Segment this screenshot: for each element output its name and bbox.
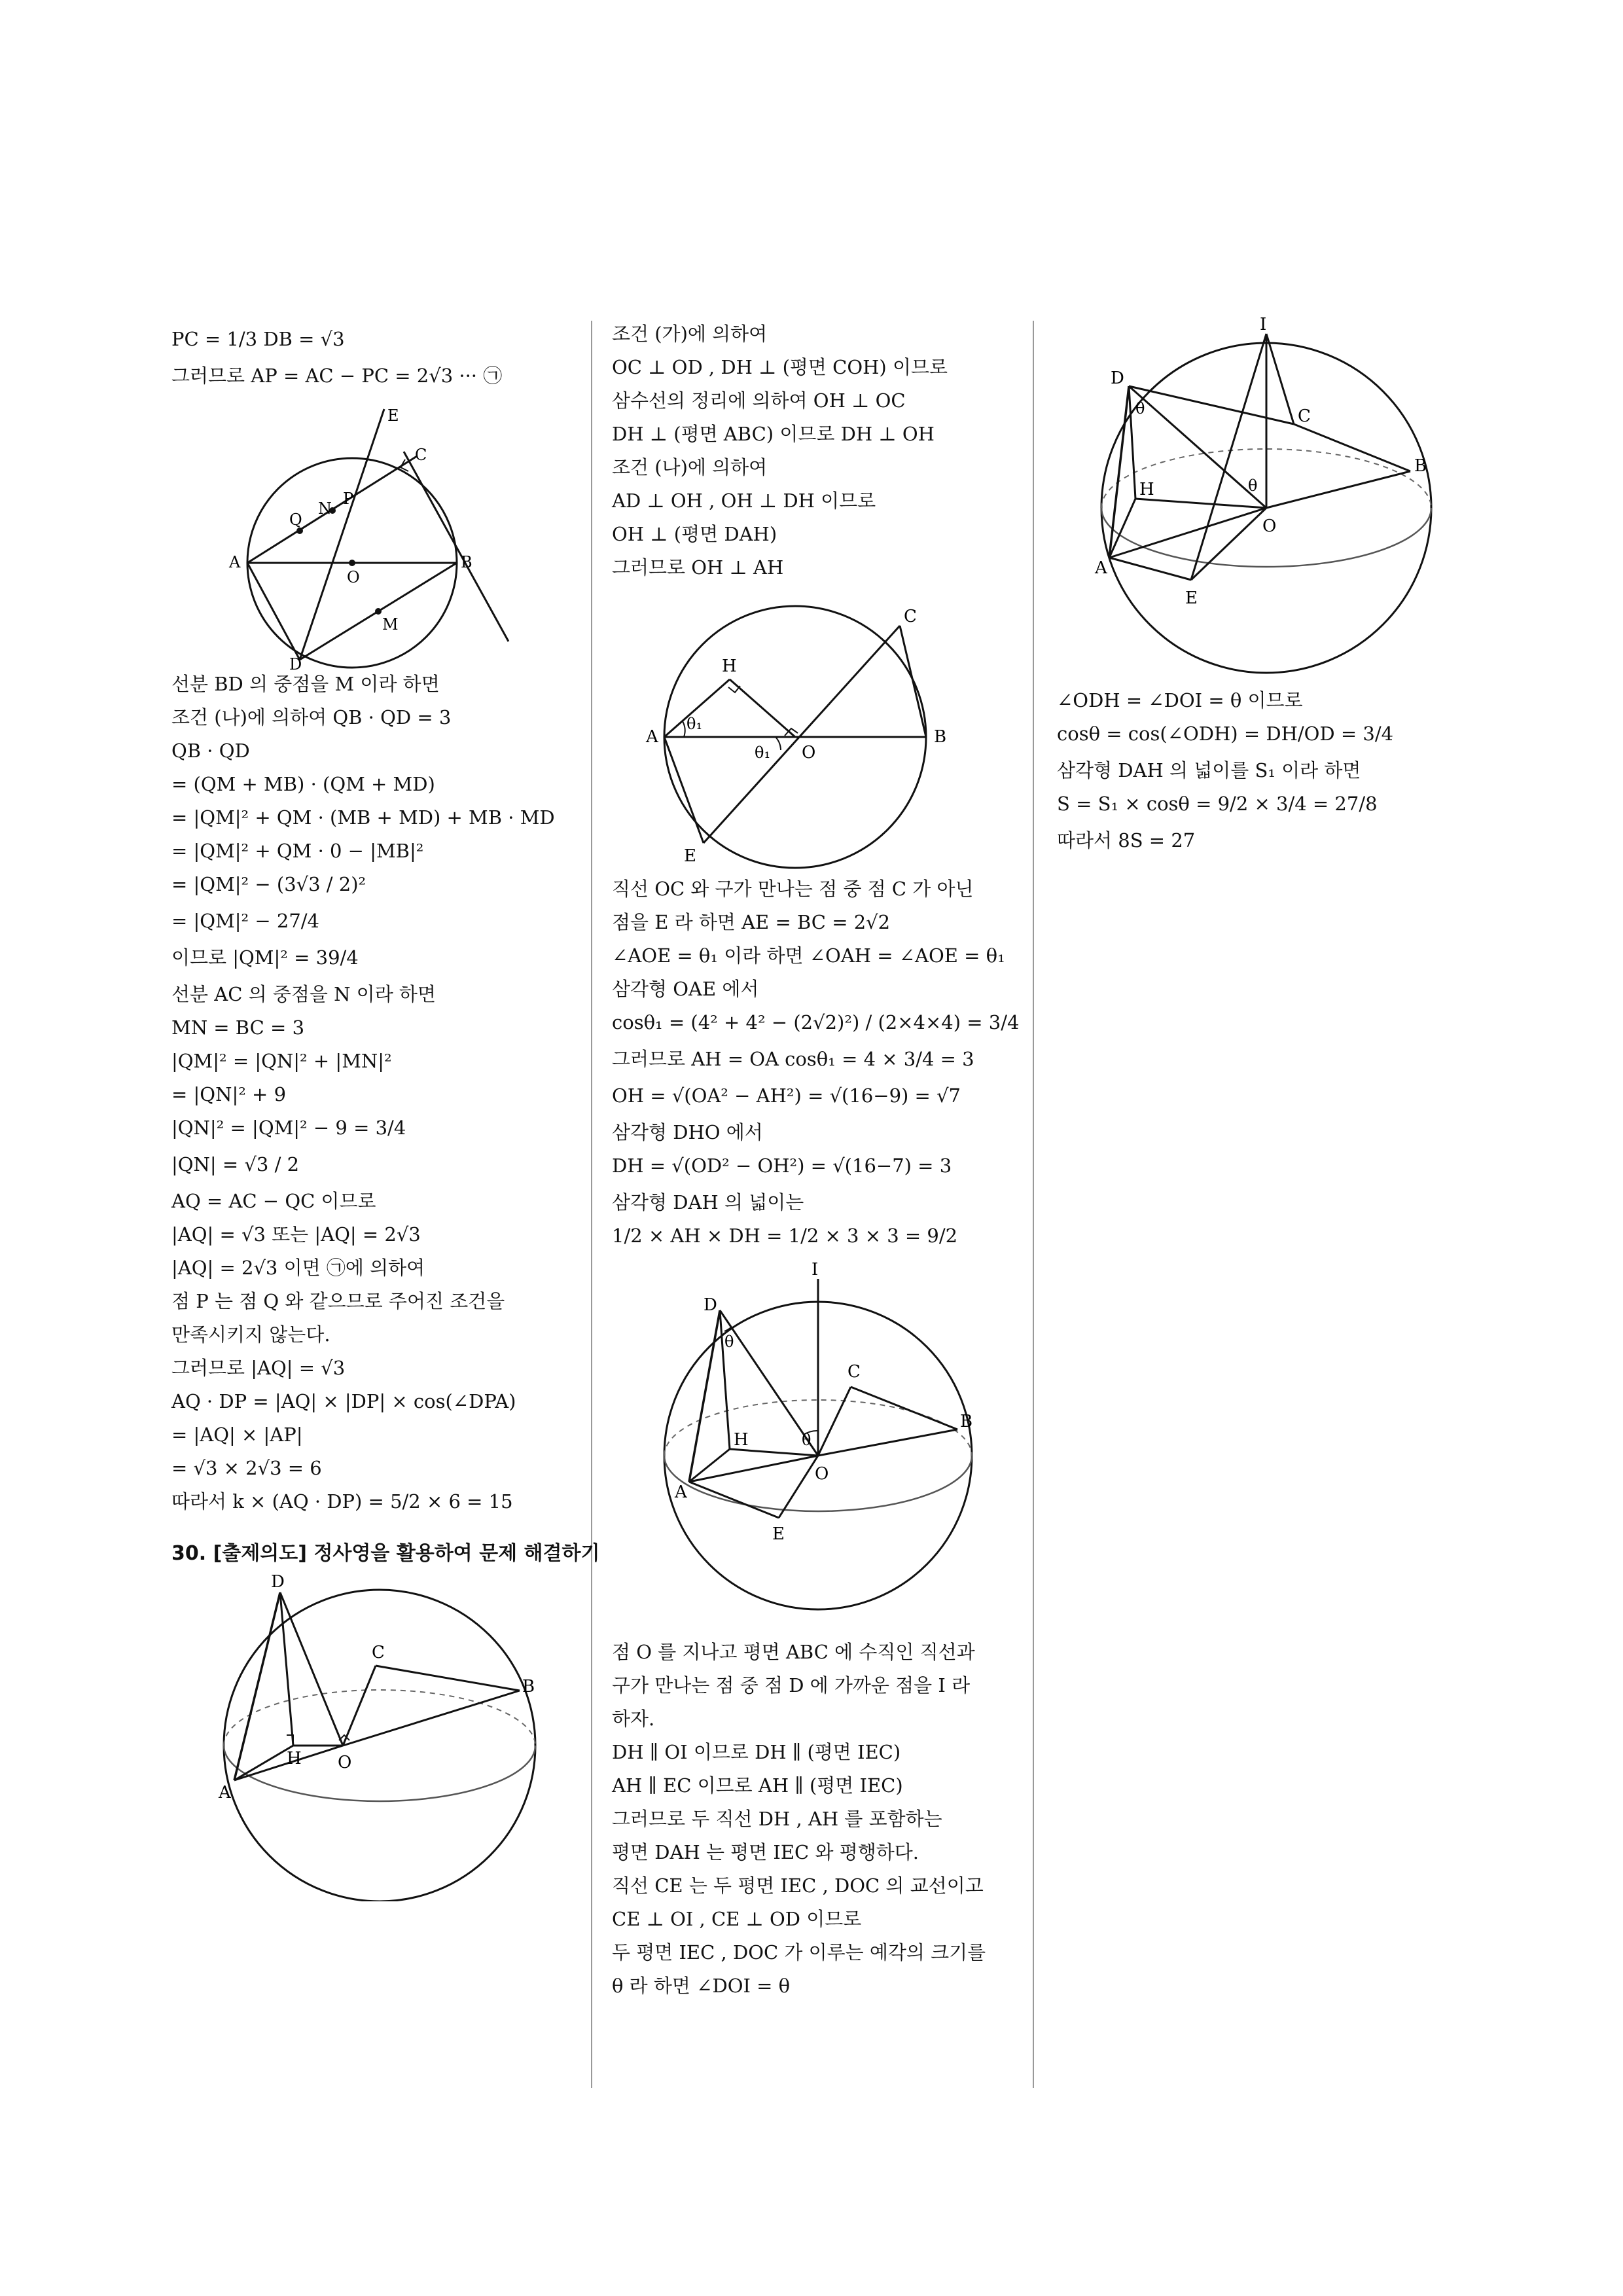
text-line: CE ⊥ OI , CE ⊥ OD 이므로 — [612, 1908, 862, 1930]
point-label: I — [1260, 315, 1267, 334]
section-heading: 30. [출제의도] 정사영을 활용하여 문제 해결하기 — [171, 1542, 600, 1565]
text-line: = |QM|² + QM · (MB + MD) + MB · MD — [171, 806, 555, 829]
text-line: 선분 BD 의 중점을 M 이라 하면 — [171, 673, 440, 695]
text-line: DH ∥ OI 이므로 DH ∥ (평면 IEC) — [612, 1741, 901, 1763]
point-label: H — [1139, 480, 1154, 499]
text-line: |QM|² = |QN|² + |MN|² — [171, 1050, 392, 1072]
point-label: B — [960, 1412, 973, 1431]
text-line: ∠AOE = θ₁ 이라 하면 ∠OAH = ∠AOE = θ₁ — [612, 944, 1005, 967]
text-line: cosθ = cos(∠ODH) = DH/OD = 3/4 — [1057, 723, 1394, 745]
point-label: O — [815, 1464, 829, 1484]
text-line: |AQ| = 2√3 이면 ㉠에 의하여 — [171, 1257, 425, 1279]
point-label: A — [229, 553, 241, 571]
sphere-figure-1 — [171, 1574, 564, 1901]
angle-label: θ₁ — [687, 715, 703, 733]
point-label: H — [722, 656, 737, 676]
text-line: 삼각형 DHO 에서 — [612, 1121, 763, 1143]
text-line: PC = 1/3 DB = √3 — [171, 328, 345, 350]
text-line: = |QN|² + 9 — [171, 1083, 287, 1105]
point-label: E — [684, 846, 696, 866]
text-line: 하자. — [612, 1708, 655, 1730]
point-label: C — [904, 607, 917, 626]
point-label: O — [338, 1753, 352, 1772]
angle-label: θ — [1135, 399, 1145, 418]
text-line: OC ⊥ OD , DH ⊥ (평면 COH) 이므로 — [612, 356, 948, 378]
text-line: 평면 DAH 는 평면 IEC 와 평행하다. — [612, 1841, 919, 1863]
text-line: QB · QD — [171, 740, 250, 762]
text-line: 직선 CE 는 두 평면 IEC , DOC 의 교선이고 — [612, 1874, 984, 1897]
text-line: AQ = AC − QC 이므로 — [171, 1190, 376, 1212]
text-line: S = S₁ × cosθ = 9/2 × 3/4 = 27/8 — [1057, 793, 1378, 815]
solution-column-3 — [1057, 314, 1463, 861]
text-line: 삼수선의 정리에 의하여 OH ⊥ OC — [612, 389, 906, 412]
point-label: C — [1298, 406, 1311, 426]
text-line: |QN|² = |QM|² − 9 = 3/4 — [171, 1117, 406, 1139]
text-line: 조건 (나)에 의하여 QB · QD = 3 — [171, 706, 452, 728]
point-label: D — [289, 655, 302, 671]
point-label: Q — [289, 511, 302, 529]
text-line: 만족시키지 않는다. — [171, 1323, 330, 1346]
column-divider-right — [1033, 321, 1034, 2088]
text-line: 그러므로 AP = AC − PC = 2√3 ··· ㉠ — [171, 365, 503, 387]
circle-figure-1 — [171, 396, 538, 671]
text-line: cosθ₁ = (4² + 4² − (2√2)²) / (2×4×4) = 3/4 — [612, 1011, 1020, 1033]
angle-label: θ₁ — [755, 744, 771, 762]
text-line: MN = BC = 3 — [171, 1016, 305, 1039]
text-line: AQ · DP = |AQ| × |DP| × cos(∠DPA) — [171, 1390, 516, 1412]
text-line: |QN| = √3 / 2 — [171, 1153, 300, 1175]
solution-column-2 — [612, 321, 1018, 2006]
point-label: B — [934, 727, 947, 747]
text-line: 그러므로 OH ⊥ AH — [612, 556, 784, 579]
angle-label: θ — [802, 1431, 812, 1449]
text-line: 삼각형 DAH 의 넓이는 — [612, 1191, 804, 1213]
point-label: P — [343, 490, 354, 508]
text-line: 그러므로 |AQ| = √3 — [171, 1357, 346, 1379]
text-line: θ 라 하면 ∠DOI = θ — [612, 1975, 791, 1997]
angle-label: θ — [724, 1333, 734, 1351]
text-line: 조건 (나)에 의하여 — [612, 456, 768, 478]
text-line: = |QM|² − (3√3 / 2)² — [171, 873, 366, 895]
text-line: |AQ| = √3 또는 |AQ| = 2√3 — [171, 1223, 421, 1246]
circle-figure-2 — [612, 588, 978, 876]
solution-column-1 — [171, 321, 600, 1901]
point-label: O — [802, 743, 816, 762]
text-line: 이므로 |QM|² = 39/4 — [171, 946, 359, 969]
text-line: 삼각형 DAH 의 넓이를 S₁ 이라 하면 — [1057, 759, 1361, 781]
point-label: E — [387, 406, 399, 425]
point-label: H — [287, 1749, 302, 1768]
text-line: = |QM|² − 27/4 — [171, 910, 320, 932]
text-line: 조건 (가)에 의하여 — [612, 323, 768, 345]
point-label: C — [372, 1643, 385, 1662]
text-line: ∠ODH = ∠DOI = θ 이므로 — [1057, 689, 1303, 711]
text-line: 삼각형 OAE 에서 — [612, 978, 759, 1000]
point-label: A — [646, 727, 658, 747]
text-line: 따라서 8S = 27 — [1057, 829, 1196, 852]
text-line: 1/2 × AH × DH = 1/2 × 3 × 3 = 9/2 — [612, 1225, 958, 1247]
point-label: M — [382, 615, 399, 634]
point-label: D — [1111, 368, 1124, 388]
text-line: OH = √(OA² − AH²) = √(16−9) = √7 — [612, 1085, 961, 1107]
point-label: O — [347, 568, 360, 586]
point-label: O — [1262, 516, 1277, 536]
text-line: 점을 E 라 하면 AE = BC = 2√2 — [612, 911, 891, 933]
point-label: B — [461, 553, 473, 571]
text-line: DH = √(OD² − OH²) = √(16−7) = 3 — [612, 1155, 952, 1177]
point-label: A — [675, 1482, 687, 1502]
text-line: 직선 OC 와 구가 만나는 점 중 점 C 가 아닌 — [612, 878, 974, 900]
text-line: = (QM + MB) · (QM + MD) — [171, 773, 435, 795]
text-line: = √3 × 2√3 = 6 — [171, 1457, 322, 1479]
text-line: 점 P 는 점 Q 와 같으므로 주어진 조건을 — [171, 1290, 505, 1312]
text-line: 구가 만나는 점 중 점 D 에 가까운 점을 I 라 — [612, 1674, 971, 1696]
text-line: DH ⊥ (평면 ABC) 이므로 DH ⊥ OH — [612, 423, 935, 445]
text-line: 선분 AC 의 중점을 N 이라 하면 — [171, 983, 436, 1005]
point-label: B — [522, 1677, 535, 1696]
text-line: AH ∥ EC 이므로 AH ∥ (평면 IEC) — [612, 1774, 903, 1797]
point-label: C — [847, 1362, 861, 1382]
point-label: D — [271, 1574, 285, 1592]
text-line: = |AQ| × |AP| — [171, 1424, 303, 1446]
point-label: E — [772, 1524, 785, 1544]
point-label: N — [318, 499, 332, 518]
point-label: C — [415, 446, 427, 464]
point-label: D — [704, 1295, 717, 1315]
text-line: AD ⊥ OH , OH ⊥ DH 이므로 — [612, 490, 876, 512]
text-line: OH ⊥ (평면 DAH) — [612, 523, 777, 545]
sphere-figure-2 — [612, 1259, 1005, 1626]
column-divider-left — [591, 321, 592, 2088]
sphere-figure-3 — [1057, 314, 1463, 681]
text-line: 따라서 k × (AQ · DP) = 5/2 × 6 = 15 — [171, 1490, 513, 1513]
point-label: B — [1414, 456, 1427, 476]
text-line: 두 평면 IEC , DOC 가 이루는 예각의 크기를 — [612, 1941, 986, 1964]
text-line: = |QM|² + QM · 0 − |MB|² — [171, 840, 424, 862]
text-line: 점 O 를 지나고 평면 ABC 에 수직인 직선과 — [612, 1641, 975, 1663]
point-label: H — [734, 1430, 749, 1450]
point-label: E — [1185, 588, 1198, 608]
text-line: 그러므로 AH = OA cosθ₁ = 4 × 3/4 = 3 — [612, 1048, 974, 1070]
point-label: A — [219, 1783, 231, 1803]
angle-label: θ — [1248, 476, 1258, 495]
text-line: 그러므로 두 직선 DH , AH 를 포함하는 — [612, 1808, 942, 1830]
point-label: A — [1095, 558, 1107, 578]
point-label: I — [812, 1260, 819, 1280]
